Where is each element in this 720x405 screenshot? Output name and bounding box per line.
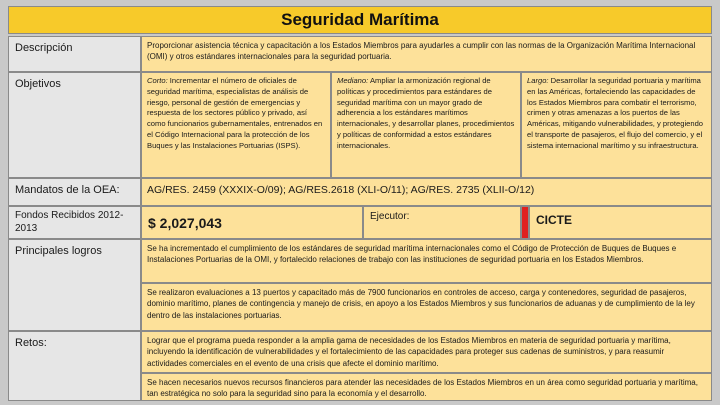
- descripcion-label: Descripción: [8, 36, 141, 72]
- objetivos-label: Objetivos: [8, 72, 141, 178]
- fondos-amount: $ 2,027,043: [141, 206, 363, 239]
- logros-paragraph-1: Se ha incrementado el cumplimiento de los estándares de seguridad marítima internacionales como el Código de Protección de Buques de Buques e Instalaciones Portuarias de la OMI, y fortalecido relaciones de trabajo con las instituciones de seguridad portuaria en los Estados Miembros.: [141, 239, 712, 283]
- slide-frame: [8, 6, 712, 401]
- ejecutor-label: Ejecutor:: [363, 206, 521, 239]
- retos-label: Retos:: [8, 331, 141, 401]
- retos-paragraph-2: Se hacen necesarios nuevos recursos financieros para atender las necesidades de los Estados Miembros en un área como seguridad portuaria y marítima, tan estratégica no solo para la seguridad sino para la economía y el desarrollo.: [141, 373, 712, 401]
- descripcion-text: Proporcionar asistencia técnica y capacitación a los Estados Miembros para ayudarles a cumplir con las normas de la Organización Marítima Internacional (OMI) y otros estándares internacionales para la seguridad portuaria.: [141, 36, 712, 72]
- objetivo-corto-text: Incrementar el número de oficiales de seguridad marítima, especialistas de análisis de riesgo, personal de gestión de emergencias y respuesta de los sectores público y privado, así como funcionarios gubernamentales, entrenados en el Código Internacional para la protección de los Buques y las Instalaciones Portuarias (ISPS).: [147, 76, 323, 150]
- mandatos-label: Mandatos de la OEA:: [8, 178, 141, 206]
- mandatos-text: AG/RES. 2459 (XXXIX-O/09); AG/RES.2618 (XLI-O/11); AG/RES. 2735 (XLII-O/12): [141, 178, 712, 206]
- fondos-label: Fondos Recibidos 2012-2013: [8, 206, 141, 239]
- page-title: Seguridad Marítima: [8, 6, 712, 34]
- logros-label: Principales logros: [8, 239, 141, 331]
- ejecutor-value: CICTE: [529, 206, 712, 239]
- objetivo-mediano-label: Mediano:: [337, 76, 369, 85]
- objetivo-largo-text: Desarrollar la seguridad portuaria y marítima en las Américas, fortaleciendo las capacidades de los Estados Miembros para combatir el terrorismo, crimen y otras amenazas a los puertos de las Américas, mitigando vulnerabilidades, y protegiendo el transporte de pasajeros, el flujo del comercio, y el sistema internacional marítimo y su infraestructura.: [527, 76, 704, 150]
- objetivo-largo: [521, 72, 712, 178]
- accent-bar: [521, 206, 529, 239]
- objetivo-corto: [141, 72, 331, 178]
- objetivo-mediano-text: Ampliar la armonización regional de políticas y procedimientos para estándares de seguridad marítima con un mayor grado de adherencia a los estándares marítimos internacionales, y desarrollar planes, procedimientos y políticas de conformidad a estos estándares internacionales.: [337, 76, 515, 150]
- objetivo-corto-label: Corto:: [147, 76, 168, 85]
- logros-paragraph-2: Se realizaron evaluaciones a 13 puertos y capacitado más de 7900 funcionarios en controles de acceso, carga y contenedores, seguridad de pasajeros, dominio marítimo, planes de contingencia y manejo de crisis, en apoyo a los Estados Miembros y sus funcionarios de aduanas y de cumplimiento de la ley dentro de las instalaciones portuarias.: [141, 283, 712, 331]
- retos-paragraph-1: Lograr que el programa pueda responder a la amplia gama de necesidades de los Estados Miembros en materia de seguridad portuaria y marítima, incluyendo la identificación de vulnerabilidades y el fortalecimiento de las capacidades para proteger sus cadenas de suministros, y para reasumir actividades comerciales en el evento de una crisis que afecte el dominio marítimo.: [141, 331, 712, 373]
- objetivo-mediano: [331, 72, 521, 178]
- objetivo-largo-label: Largo:: [527, 76, 549, 85]
